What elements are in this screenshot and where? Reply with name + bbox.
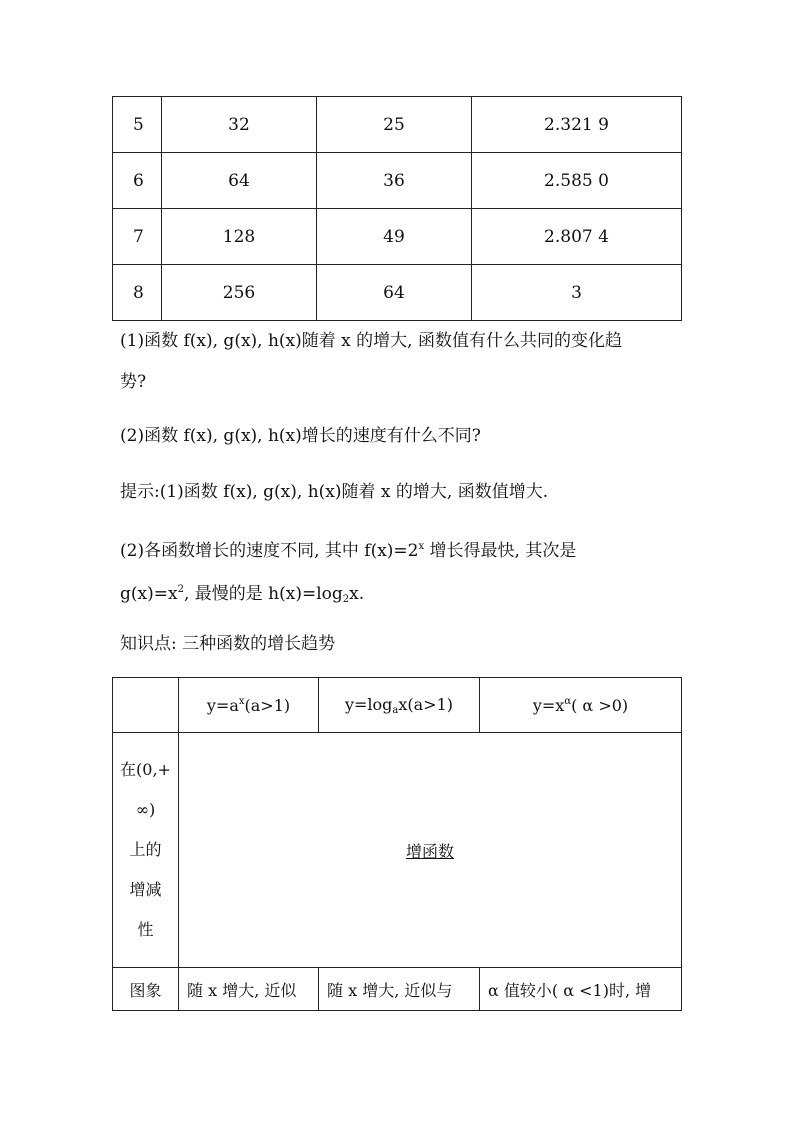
table-row — [113, 968, 682, 1011]
exponential-header: $y=a^x(a>1)$ — [179, 678, 319, 733]
table-cell: 8 — [113, 265, 162, 321]
table-cell: 5 — [113, 97, 162, 153]
table-cell: 3 — [472, 265, 682, 321]
answer-2-line-2: $g(x)=x^2$, 最慢的是 $h(x)=\log_2x$. — [120, 584, 365, 605]
table-cell: 7 — [113, 209, 162, 265]
graph-label: 图象 — [113, 968, 179, 1011]
power-header: $y=x^\alpha$( α >0) — [480, 678, 682, 733]
table-cell: α 值较小( α <1)时, 增 — [480, 968, 682, 1011]
side-line: 增减 — [129, 880, 162, 899]
table-cell: 64 — [317, 265, 472, 321]
question-1-line-2: 势? — [120, 372, 147, 392]
table-cell: 2.807 4 — [472, 209, 682, 265]
table-cell: 36 — [317, 153, 472, 209]
table-cell — [113, 678, 179, 733]
side-line: 性 — [137, 920, 154, 939]
table-cell: 128 — [162, 209, 317, 265]
table-cell: 2.585 0 — [472, 153, 682, 209]
table-row — [113, 97, 682, 153]
table-cell: 2.321 9 — [472, 97, 682, 153]
table-cell: 随 x 增大, 近似与 — [319, 968, 480, 1011]
question-2: (2)函数 f(x), g(x), h(x)增长的速度有什么不同? — [120, 426, 481, 446]
table-cell: 随 x 增大, 近似 — [179, 968, 319, 1011]
table-cell: 25 — [317, 97, 472, 153]
table-cell: 32 — [162, 97, 317, 153]
growth-comparison-table — [112, 677, 682, 1011]
monotonicity-label — [113, 733, 179, 968]
side-line: ∞) — [135, 800, 156, 819]
hint-paragraph: 提示:(1)函数 f(x), g(x), h(x)随着 x 的增大, 函数值增大. — [120, 482, 549, 502]
table-row — [113, 153, 682, 209]
data-table — [112, 96, 682, 321]
table-cell: 256 — [162, 265, 317, 321]
answer-2-line-1: (2)各函数增长的速度不同, 其中 $f(x)=2^x$ 增长得最快, 其次是 — [120, 541, 577, 561]
table-header-row — [113, 678, 682, 733]
table-row — [113, 265, 682, 321]
table-cell: 64 — [162, 153, 317, 209]
table-cell: 49 — [317, 209, 472, 265]
table-row — [113, 209, 682, 265]
table-row — [113, 733, 682, 968]
side-line: 在(0,+ — [120, 760, 171, 779]
table-cell: 6 — [113, 153, 162, 209]
side-line: 上的 — [129, 840, 162, 859]
logarithmic-header: $y=\log_ax(a>1)$ — [319, 678, 480, 733]
question-1-line-1: (1)函数 f(x), g(x), h(x)随着 x 的增大, 函数值有什么共同的变化趋 — [120, 331, 622, 351]
knowledge-point-heading: 知识点: 三种函数的增长趋势 — [120, 634, 336, 654]
increasing-function-text: 增函数 — [405, 841, 454, 861]
monotonicity-value — [179, 733, 682, 968]
